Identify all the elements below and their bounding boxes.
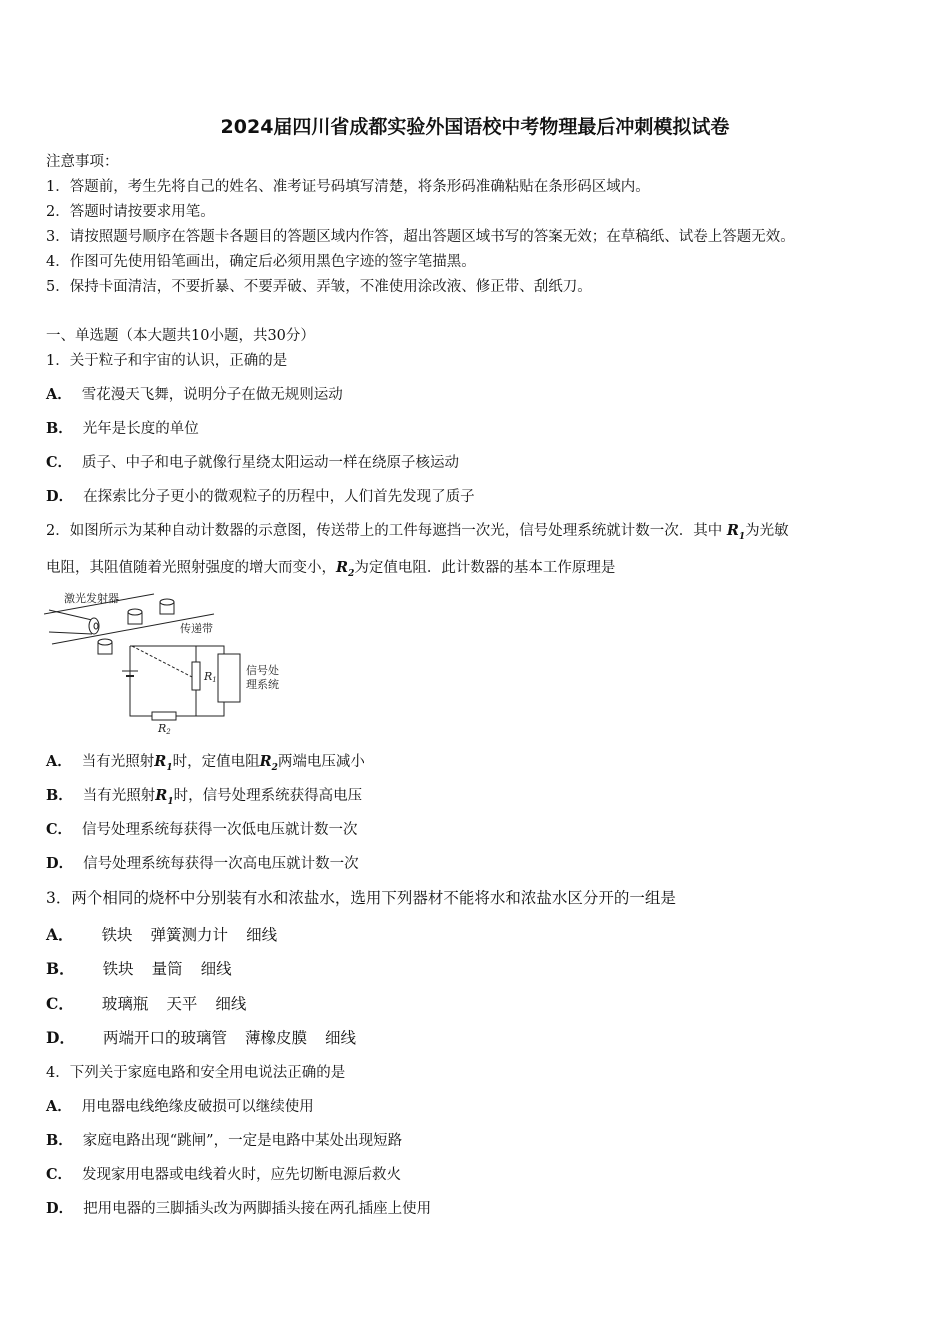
q2-option-c bbox=[46, 820, 358, 840]
option-item: 量筒 bbox=[151, 960, 183, 978]
notice-heading: 注意事项： bbox=[46, 154, 119, 170]
notice-item: 5．保持卡面清洁，不要折暴、不要弄破、弄皱，不准使用涂改液、修正带、刮纸刀。 bbox=[46, 279, 592, 295]
option-label: B． bbox=[46, 420, 73, 437]
option-label: D． bbox=[46, 1028, 75, 1047]
option-item: 铁块 bbox=[101, 926, 133, 944]
q1-option-b bbox=[46, 419, 199, 439]
q2-option-b bbox=[46, 786, 362, 812]
option-text: 信号处理系统每获得一次高电压就计数一次 bbox=[83, 856, 359, 872]
question-2-stem-line2 bbox=[46, 558, 615, 584]
workpiece bbox=[160, 599, 174, 614]
r2-symbol bbox=[336, 559, 355, 579]
option-item: 细线 bbox=[324, 1029, 356, 1047]
notice-item: 4．作图可先使用铅笔画出，确定后必须用黑色字迹的签字笔描黑。 bbox=[46, 254, 476, 270]
laser-emitter-body bbox=[49, 610, 92, 634]
option-label: A． bbox=[46, 925, 74, 944]
resistor-r1 bbox=[192, 662, 200, 690]
signal-system-box bbox=[218, 654, 240, 702]
q4-option-b bbox=[46, 1131, 402, 1151]
question-2-stem-line1 bbox=[46, 521, 789, 547]
option-text: 时，信号处理系统获得高电压 bbox=[173, 788, 363, 804]
section-heading: 一、单选题（本大题共10小题，共30分） bbox=[46, 328, 315, 344]
option-item: 玻璃瓶 bbox=[101, 995, 149, 1013]
option-item: 弹簧测力计 bbox=[150, 926, 229, 944]
option-text: 把用电器的三脚插头改为两脚插头接在两孔插座上使用 bbox=[83, 1201, 432, 1217]
option-item: 细线 bbox=[215, 995, 247, 1013]
signal-wire-top bbox=[196, 646, 224, 654]
option-label: C． bbox=[46, 994, 74, 1013]
r1-symbol: $R_1$ bbox=[154, 753, 173, 773]
counter-circuit-diagram bbox=[44, 586, 314, 736]
q2-option-d bbox=[46, 854, 359, 874]
option-item: 细线 bbox=[246, 926, 278, 944]
q2-option-a bbox=[46, 752, 365, 778]
r1-symbol: $R_1$ bbox=[155, 787, 174, 807]
option-text: 当有光照射 bbox=[81, 754, 155, 770]
q2-stem-part: 2．如图所示为某种自动计数器的示意图，传送带上的工件每遮挡一次光，信号处理系统就计数一次．其中 bbox=[46, 523, 723, 539]
laser-beam bbox=[132, 646, 194, 678]
q3-option-c bbox=[46, 994, 246, 1014]
signal-label-2: 理系统 bbox=[246, 678, 279, 691]
option-item: 薄橡皮膜 bbox=[244, 1029, 307, 1047]
question-4-stem: 4．下列关于家庭电路和安全用电说法正确的是 bbox=[46, 1065, 346, 1081]
option-item: 铁块 bbox=[102, 960, 134, 978]
q3-option-d bbox=[46, 1028, 356, 1048]
circuit-wire-left bbox=[130, 646, 196, 716]
q2-stem-part: 为光敏 bbox=[745, 523, 789, 539]
workpiece bbox=[128, 609, 142, 624]
option-text: 信号处理系统每获得一次低电压就计数一次 bbox=[82, 822, 358, 838]
option-label: A． bbox=[46, 753, 72, 770]
option-text: 时，定值电阻 bbox=[172, 754, 260, 770]
q3-option-b bbox=[46, 959, 232, 979]
laser-emitter-label: 激光发射器 bbox=[64, 592, 119, 605]
option-text: 用电器电线绝缘皮破损可以继续使用 bbox=[81, 1099, 314, 1115]
r2-letter: R bbox=[336, 559, 349, 576]
option-label: B． bbox=[46, 1132, 73, 1149]
option-text: 雪花漫天飞舞，说明分子在做无规则运动 bbox=[81, 387, 343, 403]
option-text: 光年是长度的单位 bbox=[82, 421, 199, 437]
page-title: 2024届四川省成都实验外国语校中考物理最后冲刺模拟试卷 bbox=[220, 116, 730, 138]
option-text: 发现家用电器或电线着火时，应先切断电源后救火 bbox=[82, 1167, 402, 1183]
option-item: 天平 bbox=[166, 995, 198, 1013]
notice-item: 1．答题前，考生先将自己的姓名、准考证号码填写清楚，将条形码准确粘贴在条形码区域内。 bbox=[46, 179, 650, 195]
option-label: B． bbox=[46, 959, 75, 978]
option-label: C． bbox=[46, 1166, 73, 1183]
q1-option-a bbox=[46, 385, 343, 405]
q4-option-a bbox=[46, 1097, 314, 1117]
option-text: 质子、中子和电子就像行星绕太阳运动一样在绕原子核运动 bbox=[82, 455, 460, 471]
q3-option-a bbox=[46, 925, 277, 945]
option-label: D． bbox=[46, 1200, 74, 1217]
option-label: D． bbox=[46, 488, 74, 505]
circuit-wire-right bbox=[130, 646, 196, 716]
signal-wire-bottom bbox=[196, 702, 224, 716]
option-label: D． bbox=[46, 855, 74, 872]
belt-label: 传递带 bbox=[180, 622, 213, 635]
signal-label-1: 信号处 bbox=[246, 664, 279, 677]
resistor-r2 bbox=[152, 712, 176, 720]
option-text: 家庭电路出现“跳闸”，一定是电路中某处出现短路 bbox=[82, 1133, 403, 1149]
option-text: 两端电压减小 bbox=[277, 754, 365, 770]
question-1-stem: 1．关于粒子和宇宙的认识，正确的是 bbox=[46, 353, 288, 369]
question-3-stem: 3．两个相同的烧杯中分别装有水和浓盐水，选用下列器材不能将水和浓盐水区分开的一组是 bbox=[46, 889, 676, 907]
option-text: 当有光照射 bbox=[82, 788, 156, 804]
option-label: B． bbox=[46, 787, 73, 804]
q2-stem-part: 为定值电阻．此计数器的基本工作原理是 bbox=[354, 560, 616, 576]
r2-subscript: 2 bbox=[348, 568, 355, 579]
notice-item: 3．请按照题号顺序在答题卡各题目的答题区域内作答，超出答题区域书写的答案无效；在草稿纸、试卷上答题无效。 bbox=[46, 229, 795, 245]
option-label: A． bbox=[46, 1098, 72, 1115]
workpiece bbox=[98, 639, 112, 654]
q1-option-c bbox=[46, 453, 459, 473]
r2-figure-label: R2 bbox=[158, 722, 171, 736]
q1-option-d bbox=[46, 487, 475, 507]
r1-symbol bbox=[726, 522, 746, 542]
q4-option-d bbox=[46, 1199, 431, 1219]
r1-figure-label: R1 bbox=[204, 670, 217, 684]
q2-stem-part: 电阻，其阻值随着光照射强度的增大而变小， bbox=[46, 560, 336, 576]
option-text: 在探索比分子更小的微观粒子的历程中，人们首先发现了质子 bbox=[83, 489, 475, 505]
option-label: A． bbox=[46, 386, 72, 403]
laser-emitter-lens bbox=[94, 623, 98, 629]
q4-option-c bbox=[46, 1165, 401, 1185]
option-label: C． bbox=[46, 454, 73, 471]
option-item: 细线 bbox=[200, 960, 232, 978]
r2-symbol: $R_2$ bbox=[259, 753, 278, 773]
r1-subscript: 1 bbox=[738, 531, 746, 542]
option-label: C． bbox=[46, 821, 73, 838]
r1-letter: R bbox=[726, 522, 739, 539]
option-item: 两端开口的玻璃管 bbox=[102, 1029, 227, 1047]
notice-item: 2．答题时请按要求用笔。 bbox=[46, 204, 215, 220]
